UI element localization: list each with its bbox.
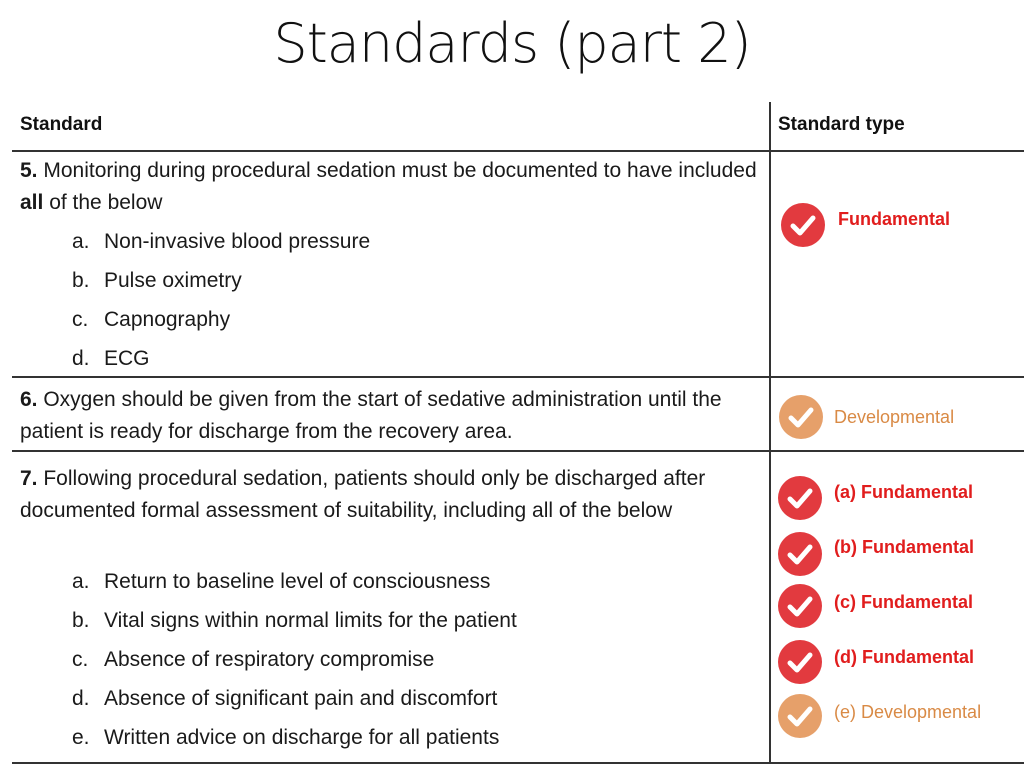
standard-type-label: (b) Fundamental: [834, 537, 974, 557]
standard-emphasis: all: [20, 190, 44, 214]
check-circle-red-icon: [781, 203, 825, 247]
table-bottom-border: [12, 762, 1024, 764]
list-item: a. Non-invasive blood pressure: [72, 230, 371, 253]
standard-text: Monitoring during procedural sedation must be documented to have included: [37, 159, 757, 182]
list-item: b. Pulse oximetry: [72, 269, 242, 292]
standard-5-text: [20, 155, 760, 218]
standard-text: Following procedural sedation, patients should only be discharged after documented formal assessment of suitability, including all of the below: [20, 467, 706, 522]
check-circle-red-icon: [778, 640, 822, 684]
standard-6-text: [20, 384, 760, 447]
check-circle-red-icon: [778, 476, 822, 520]
list-item: e. Written advice on discharge for all patients: [72, 726, 500, 749]
check-circle-orange-icon: [778, 694, 822, 738]
column-header-standard-type: Standard type: [778, 114, 905, 135]
standard-number: 5.: [20, 159, 38, 182]
list-item: c. Absence of respiratory compromise: [72, 648, 435, 671]
list-item: b. Vital signs within normal limits for the patient: [72, 609, 517, 632]
standard-type-label: (c) Fundamental: [834, 592, 974, 612]
row-divider: [12, 376, 1024, 378]
standard-type-label: (e) Developmental: [834, 702, 982, 722]
standard-text: Oxygen should be given from the start of sedative administration until the patient is ready for discharge from the recovery area.: [20, 388, 722, 443]
column-divider: [769, 102, 771, 763]
list-item: c. Capnography: [72, 308, 231, 331]
check-circle-red-icon: [778, 584, 822, 628]
standard-type-label: (d) Fundamental: [834, 647, 974, 667]
list-item: d. Absence of significant pain and discomfort: [72, 687, 498, 710]
header-divider: [12, 150, 1024, 152]
row-divider: [12, 450, 1024, 452]
list-item: d. ECG: [72, 347, 150, 370]
list-item: a. Return to baseline level of consciousness: [72, 570, 491, 593]
standard-number: 7.: [20, 467, 38, 490]
check-circle-orange-icon: [779, 395, 823, 439]
standard-7-text: [20, 463, 760, 526]
page-title: Standards (part 2): [273, 12, 751, 75]
standard-type-label: Developmental: [834, 407, 955, 427]
standard-text: of the below: [43, 190, 163, 214]
standard-type-label: Fundamental: [838, 209, 951, 229]
column-header-standard: Standard: [20, 114, 103, 135]
standard-type-label: (a) Fundamental: [834, 482, 974, 502]
standard-number: 6.: [20, 388, 38, 411]
check-circle-red-icon: [778, 532, 822, 576]
